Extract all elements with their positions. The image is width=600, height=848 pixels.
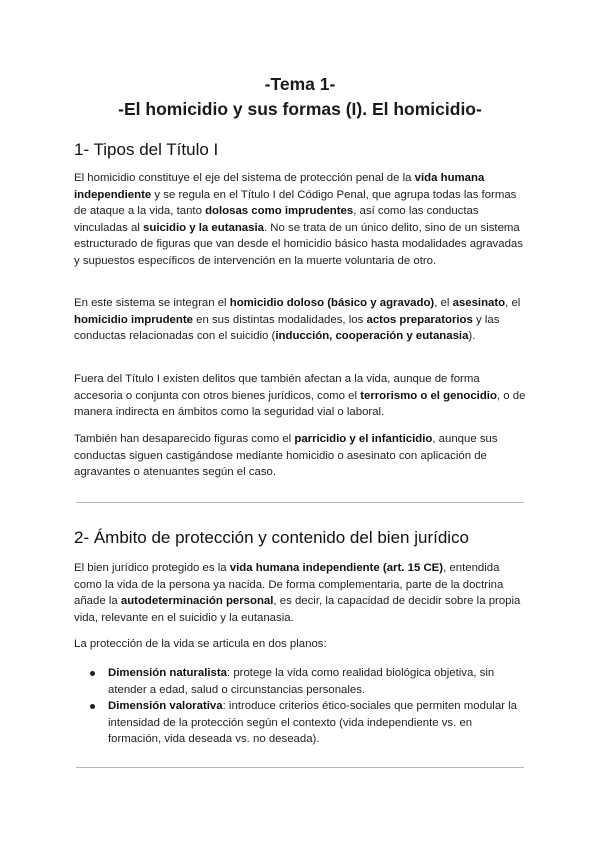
section-1-heading: 1- Tipos del Título I — [74, 140, 219, 159]
section-1-paragraph-1: El homicidio constituye el eje del sistema de protección penal de la vida humana independiente y se regula en el Título I del Código Penal, que agrupa todas las formas de ataque a la vida, tanto dolosas como imprudentes, así como las conductas vinculadas al suicidio y la eutanasia. No se trata de un único delito, sino de un sistema estructurado de figuras que van desde el homicidio básico hasta modalidades agravadas y supuestos específicos de intervención en la muerte voluntaria de otro. — [74, 172, 523, 267]
bullet-icon — [90, 704, 95, 709]
title-line-1: -Tema 1- — [264, 74, 336, 94]
section-2-paragraph-2: La protección de la vida se articula en dos planos: — [74, 638, 327, 650]
section-divider — [76, 767, 524, 768]
section-divider — [76, 502, 524, 503]
title-line-2: -El homicidio y sus formas (I). El homicidio- — [118, 99, 482, 119]
document-title — [0, 72, 600, 122]
list-item: Dimensión valorativa: introduce criterios ético-sociales que permiten modular la intensidad de la protección según el contexto (vida independiente vs. en formación, vida deseada vs. no deseada). — [74, 698, 526, 748]
list-item: Dimensión naturalista: protege la vida como realidad biológica objetiva, sin atender a edad, salud o circunstancias personales. — [74, 665, 526, 698]
dimension-list — [74, 665, 526, 748]
section-1-paragraph-4: También han desaparecido figuras como el parricidio y el infanticidio, aunque sus conductas siguen castigándose mediante homicidio o asesinato con aplicación de agravantes o atenuantes según el caso. — [74, 433, 498, 479]
section-1-paragraph-3: Fuera del Título I existen delitos que también afectan a la vida, aunque de forma accesoria o conjunta con otros bienes jurídicos, como el terrorismo o el genocidio, o de manera indirecta en ámbitos como la seguridad vial o laboral. — [74, 373, 526, 419]
section-1-paragraph-2: En este sistema se integran el homicidio doloso (básico y agravado), el asesinato, el homicidio imprudente en sus distintas modalidades, los actos preparatorios y las conductas relacionadas con el suicidio (inducción, cooperación y eutanasia). — [74, 297, 521, 343]
section-2-paragraph-1: El bien jurídico protegido es la vida humana independiente (art. 15 CE), entendida como la vida de la persona ya nacida. De forma complementaria, parte de la doctrina añade la autodeterminación personal, es decir, la capacidad de decidir sobre la propia vida, relevante en el suicidio y la eutanasia. — [74, 562, 521, 624]
bullet-icon — [90, 671, 95, 676]
section-2-heading: 2- Ámbito de protección y contenido del bien jurídico — [74, 528, 470, 547]
